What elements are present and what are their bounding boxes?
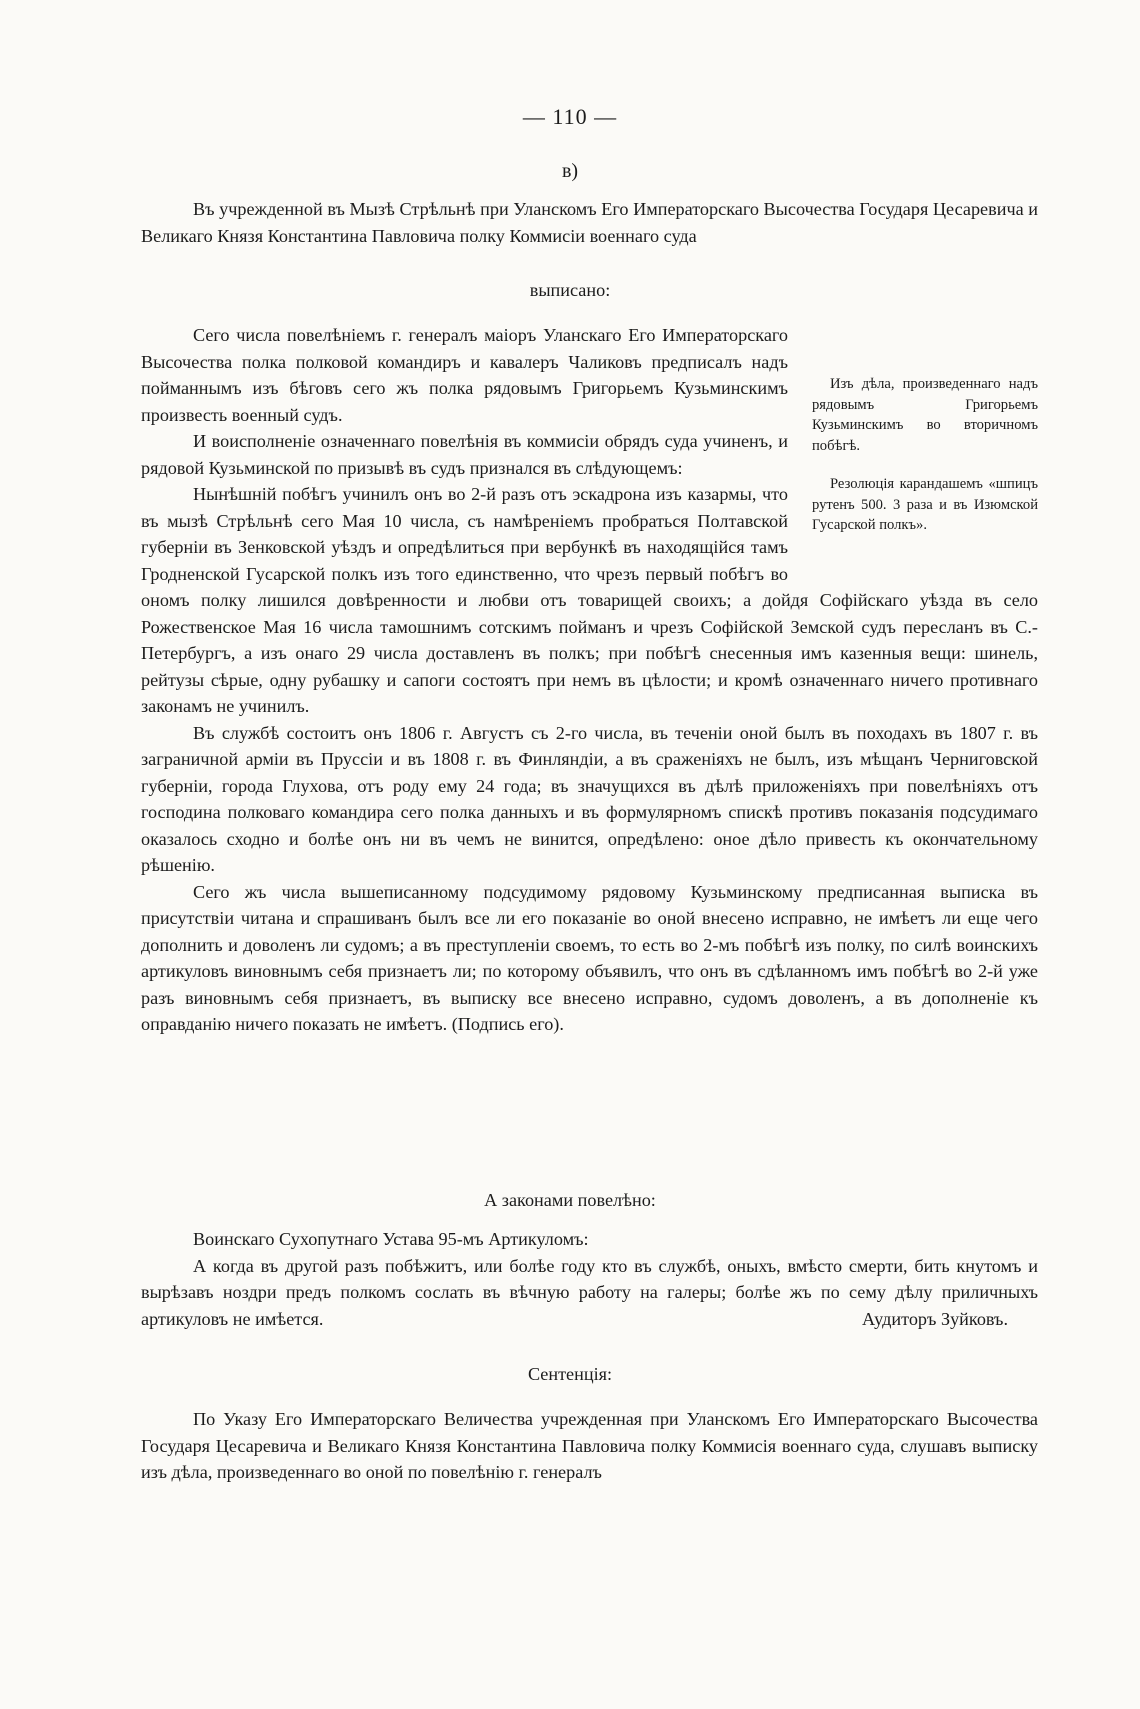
main-body: [141, 322, 1038, 1038]
intro-paragraph: Въ учрежденной въ Мызѣ Стрѣльнѣ при Уланскомъ Его Императорскаго Высочества Государя Цесаревича и Великаго Князя Константина Павловича полку Коммисіи военнаго суда: [141, 199, 1038, 246]
paragraph-3: Нынѣшній побѣгъ учинилъ онъ во 2-й разъ отъ эскадрона изъ казармы, что въ мызѣ Стрѣльнѣ сего Мая 10 числа, съ намѣреніемъ пробраться Полтавской губерніи въ Зенковской уѣздъ и опредѣлиться при вербункѣ въ находящійся тамъ Гродненской Гусарской полкъ изъ того единственно, что чрезъ первый побѣгъ во ономъ полку лишился довѣренности и любви отъ товарищей своихъ; а дойдя Софійскаго уѣзда въ село Рожественское Мая 16 числа тамошнимъ сотскимъ пойманъ и чрезъ Софійской Земской судъ пересланъ въ С.-Петербургъ, а изъ онаго 29 числа доставленъ въ полкъ; при побѣгѣ снесенныя имъ казенныя вещи: шинель, рейтузы сѣрые, одну рубашку и сапоги состоятъ при немъ въ цѣлости; и кромѣ означеннаго ничего противнаго законамъ не учинилъ.: [141, 484, 1038, 716]
auditor-signature: Аудиторъ Зуйковъ.: [861, 1308, 1008, 1329]
law-source: Воинскаго Сухопутнаго Устава 95-мъ Артикуломъ:: [193, 1229, 589, 1249]
law-text: А когда въ другой разъ побѣжитъ, или болѣе году кто въ службѣ, оныхъ, вмѣсто смерти, бить кнутомъ и вырѣзавъ ноздри предъ полкомъ сослать въ вѣчную работу на галеры; болѣе жъ по сему дѣлу приличныхъ артикуловъ не имѣется.: [141, 1255, 1038, 1329]
page-number: — 110 —: [522, 104, 618, 129]
laws-heading: А законами повелѣно:: [484, 1190, 656, 1210]
sentence-heading: Сентенція:: [527, 1364, 613, 1384]
margin-note-resolution: Резолюція карандашемъ «шпицъ рутенъ 500. 3 раза и въ Изюмской Гусарской полкъ».: [812, 476, 1038, 533]
sentence-block: [141, 1406, 1038, 1486]
margin-gap: [788, 322, 1038, 580]
paragraph-5: Сего жъ числа вышеписанному подсудимому рядовому Кузьминскому предписанная выписка въ присутствіи читана и спрашиванъ былъ все ли его показаніе во оной внесено исправно, не имѣетъ ли еще чего дополнить и доволенъ ли судомъ; а въ преступленіи своемъ, то есть во 2-мъ побѣгѣ изъ полку, по силѣ воинскихъ артикуловъ виновнымъ себя признаетъ ли; по которому объявилъ, что онъ въ сдѣланномъ имъ побѣгѣ во 2-й уже разъ виновнымъ себя признаетъ, въ выписку все внесено исправно, судомъ доволенъ, а въ дополненіе къ оправданію ничего показать не имѣетъ. (Подпись его).: [141, 881, 1038, 1034]
paragraph-4: Въ службѣ состоитъ онъ 1806 г. Августъ съ 2-го числа, въ теченіи оной былъ въ походахъ въ 1807 г. въ заграничной арміи въ Пруссіи и въ 1808 г. въ Финляндіи, а въ сраженіяхъ не былъ, изъ мѣщанъ Черниговской губерніи, города Глухова, отъ роду ему 24 года; въ значущихся въ дѣлѣ приложеніяхъ при повелѣніяхъ отъ господина полковаго командира сего полка данныхъ и въ формулярномъ спискѣ противъ показанія подсудимаго оказалось сходно и болѣе онъ ни въ чемъ не винится, опредѣлено: оное дѣло привесть къ окончательному рѣшенію.: [141, 722, 1038, 875]
law-text-wrap: [141, 1253, 1038, 1333]
sentence-text: По Указу Его Императорскаго Величества учрежденная при Уланскомъ Его Императорскаго Высочества Государя Цесаревича и Великаго Князя Константина Павловича полку Коммисія военнаго суда, слушавъ выписку изъ дѣла, произведеннаго во оной по повелѣнію г. генералъ: [141, 1409, 1038, 1482]
margin-note-source: Изъ дѣла, произведеннаго надъ рядовымъ Григорьемъ Кузьминскимъ во вторичномъ побѣгѣ.: [812, 376, 1038, 454]
paragraph-1: Сего числа повелѣніемъ г. генералъ маіоръ Уланскаго Его Императорскаго Высочества полка полковой командиръ и кавалеръ Чаликовъ предписалъ надъ пойманнымъ изъ бѣговъ сего жъ полка рядовымъ Григорьемъ Кузьминскимъ произвесть военный судъ.: [141, 325, 788, 425]
law-block: [141, 1226, 1038, 1332]
intro-block: [141, 196, 1038, 249]
paragraph-2: И воисполненіе означеннаго повелѣнія въ коммисіи обрядъ суда учиненъ, и рядовой Кузьминской по призывѣ въ судъ признался въ слѣдующемъ:: [141, 431, 788, 478]
vypisano-heading: выписано:: [529, 280, 611, 300]
section-letter: в): [561, 160, 579, 182]
